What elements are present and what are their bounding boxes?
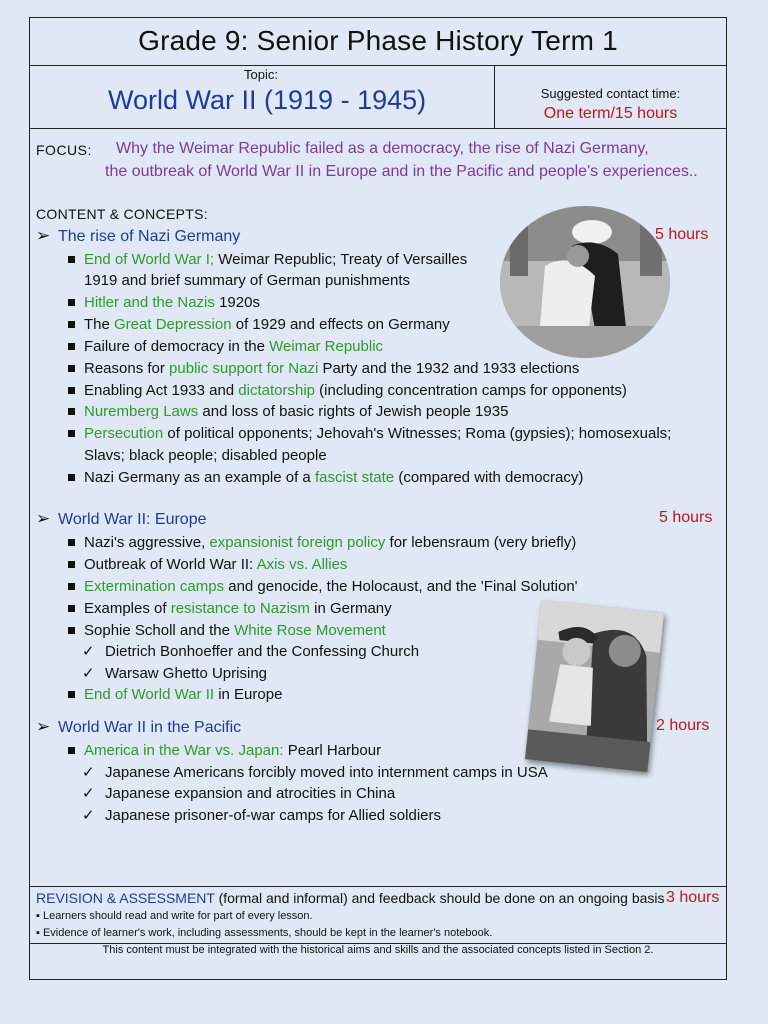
item-text: Pearl Harbour [283, 742, 382, 759]
bullet-icon [68, 539, 75, 546]
revision-bullet-2: ▪ Evidence of learner's work, including assessments, should be kept in the learner's notebook. [36, 927, 493, 939]
item-text: 1920s [214, 294, 260, 311]
contact-time-label: Suggested contact time: [540, 86, 681, 101]
highlight-term: Great Depression [114, 316, 232, 333]
item-text: Reasons for [84, 360, 170, 377]
item-text: The [84, 316, 115, 333]
bullet-icon [68, 583, 75, 590]
item-text: (compared with democracy) [394, 469, 584, 486]
bullet-icon [68, 408, 75, 415]
wwii-kiss-photo [500, 206, 670, 358]
item-text: Failure of democracy in the [84, 338, 270, 355]
item-text: Party and the 1932 and 1933 elections [318, 360, 580, 377]
bullet-icon [68, 343, 75, 350]
highlight-term: Nuremberg Laws [84, 403, 199, 420]
section-title-nazi-germany [36, 226, 240, 246]
item-text: Japanese Americans forcibly moved into internment camps in USA [105, 764, 548, 781]
item-text: Nazi's aggressive, [84, 534, 210, 551]
item-text: for lebensraum (very briefly) [385, 534, 577, 551]
section-title-pacific [36, 717, 241, 737]
highlight-term: dictatorship [238, 382, 316, 399]
item-text: 1919 and brief summary of German punishments [84, 272, 410, 289]
checkmark-icon: ✓ [82, 665, 95, 682]
highlight-term: public support for Nazi [169, 360, 319, 377]
item-text: Sophie Scholl and the [84, 622, 235, 639]
bullet-icon [68, 627, 75, 634]
checkmark-icon: ✓ [82, 764, 95, 781]
curriculum-sheet [29, 17, 727, 980]
highlight-term: Weimar Republic [269, 338, 384, 355]
highlight-term: Axis vs. Allies [256, 556, 348, 573]
highlight-term: Persecution [84, 425, 164, 442]
section-arrow-icon: ➢ [36, 717, 51, 736]
item-text: Enabling Act 1933 and [84, 382, 239, 399]
revision-label: REVISION & ASSESSMENT [36, 890, 215, 906]
highlight-term: Extermination camps [84, 578, 225, 595]
item-text: Weimar Republic; Treaty of Versailles [214, 251, 468, 268]
item-text: in Europe [214, 686, 283, 703]
item-text: of 1929 and effects on Germany [231, 316, 450, 333]
highlight-term: End of World War I; [84, 251, 215, 268]
section-title-text: World War II: Europe [58, 511, 207, 528]
item-text: Slavs; black people; disabled people [84, 447, 327, 464]
section-title-europe [36, 509, 207, 529]
contact-time-cell [495, 65, 726, 128]
contact-time-value: One term/15 hours [543, 105, 678, 122]
focus-text-line-1: Why the Weimar Republic failed as a democracy, the rise of Nazi Germany, [116, 140, 649, 157]
bullet-icon [68, 691, 75, 698]
item-text: and loss of basic rights of Jewish people 1935 [198, 403, 509, 420]
highlight-term: resistance to Nazism [170, 600, 310, 617]
revision-line [36, 890, 665, 906]
bullet-icon [68, 747, 75, 754]
bullet-icon [68, 430, 75, 437]
highlight-term: Hitler and the Nazis [84, 294, 215, 311]
soldier-child-photo [525, 600, 664, 772]
revision-hours: 3 hours [666, 889, 720, 906]
bullet-icon [68, 299, 75, 306]
item-text: Outbreak of World War II: [84, 556, 257, 573]
bullet-icon [68, 474, 75, 481]
item-text: Nazi Germany as an example of a [84, 469, 315, 486]
section-hours: 5 hours [655, 226, 709, 243]
revision-assessment-row [30, 886, 726, 944]
section-arrow-icon: ➢ [36, 509, 51, 528]
checkmark-icon: ✓ [82, 807, 95, 824]
revision-bullet-1: ▪ Learners should read and write for part of every lesson. [36, 910, 313, 922]
focus-label: FOCUS: [36, 142, 92, 158]
topic-cell [30, 65, 495, 128]
highlight-term: White Rose Movement [234, 622, 386, 639]
topic-title: World War II (1919 - 1945) [108, 85, 427, 115]
photo-illustration-2 [525, 600, 664, 772]
bullet-icon [68, 561, 75, 568]
checkmark-icon: ✓ [82, 785, 95, 802]
section-title-text: World War II in the Pacific [58, 719, 242, 736]
item-text: Japanese expansion and atrocities in China [105, 785, 396, 802]
section-title-text: The rise of Nazi Germany [58, 228, 241, 245]
section-hours: 2 hours [656, 717, 710, 734]
item-text: in Germany [309, 600, 392, 617]
photo-illustration-1 [500, 206, 670, 358]
item-text: of political opponents; Jehovah's Witnesses; Roma (gypsies); homosexuals; [163, 425, 672, 442]
highlight-term: expansionist foreign policy [209, 534, 386, 551]
bullet-icon [68, 387, 75, 394]
bullet-icon [68, 365, 75, 372]
item-text: (including concentration camps for opponents) [315, 382, 627, 399]
section-arrow-icon: ➢ [36, 226, 51, 245]
topic-row [30, 65, 726, 129]
footer-note: This content must be integrated with the historical aims and skills and the associated concepts listed in Section 2. [102, 944, 654, 956]
item-text: Dietrich Bonhoeffer and the Confessing Church [105, 643, 420, 660]
highlight-term: America in the War vs. Japan: [84, 742, 284, 759]
bullet-icon [68, 256, 75, 263]
bullet-icon [68, 321, 75, 328]
content-area [30, 128, 726, 887]
highlight-term: fascist state [314, 469, 395, 486]
page-title: Grade 9: Senior Phase History Term 1 [30, 18, 726, 66]
item-text: Examples of [84, 600, 171, 617]
section-hours: 5 hours [659, 509, 713, 526]
checkmark-icon: ✓ [82, 643, 95, 660]
topic-label: Topic: [244, 67, 278, 82]
revision-text: (formal and informal) and feedback should be done on an ongoing basis [214, 890, 665, 906]
content-concepts-label: CONTENT & CONCEPTS: [36, 206, 208, 222]
item-text: Warsaw Ghetto Uprising [105, 665, 267, 682]
bullet-icon [68, 605, 75, 612]
item-text: and genocide, the Holocaust, and the 'Final Solution' [224, 578, 578, 595]
item-text: Japanese prisoner-of-war camps for Allied soldiers [105, 807, 441, 824]
highlight-term: End of World War II [84, 686, 215, 703]
focus-text-line-2: the outbreak of World War II in Europe and in the Pacific and people's experiences.. [105, 163, 698, 180]
